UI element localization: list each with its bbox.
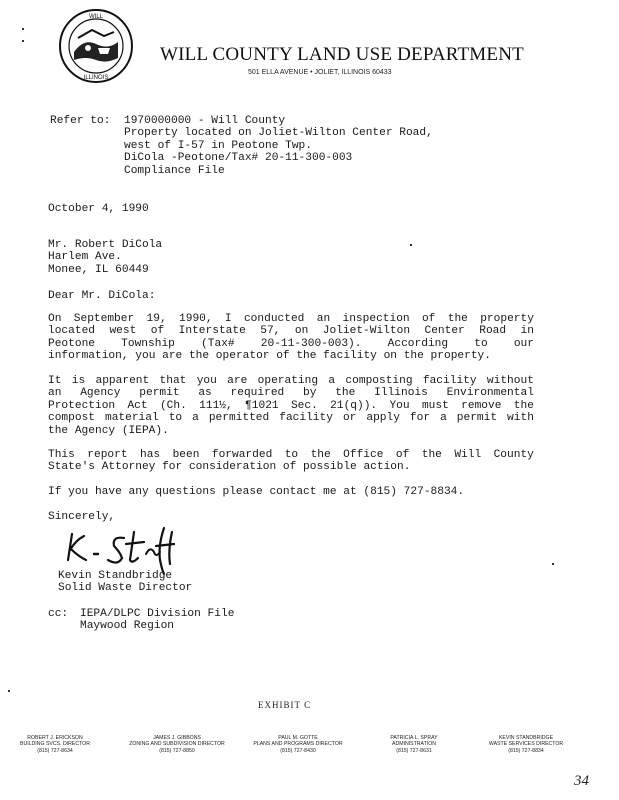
word: remove (461, 399, 502, 412)
scan-speck (8, 690, 10, 692)
signer-name: Kevin Standbridge (58, 570, 173, 582)
staff-name: PATRICIA L. SPRAY (390, 735, 438, 741)
word: Road (479, 325, 507, 338)
paragraph-line (48, 338, 534, 350)
word: consideration (188, 461, 277, 474)
paragraph-line (48, 425, 534, 437)
addressee-line: Monee, IL 60449 (48, 263, 149, 276)
word: Interstate (178, 325, 246, 338)
word: you (196, 375, 217, 387)
department-title: WILL COUNTY LAND USE DEPARTMENT (160, 44, 524, 65)
word: Sec. (290, 399, 318, 412)
word: On (48, 313, 62, 325)
word: permit (456, 412, 498, 425)
word: (Tax# (201, 337, 235, 350)
staff-footer-entry (243, 735, 353, 754)
staff-footer-entry (359, 735, 469, 754)
staff-phone: (815) 727-8850 (159, 747, 195, 754)
word: 57, (260, 325, 281, 338)
staff-title: ADMINISTRATION (392, 741, 436, 748)
county-seal-logo (58, 8, 134, 84)
word: for (162, 461, 183, 474)
scan-speck (552, 563, 554, 565)
word: an (48, 387, 62, 400)
word: are (227, 375, 248, 387)
word: me (323, 486, 337, 498)
word: has (140, 449, 161, 461)
word: Center (424, 325, 465, 338)
word: material (104, 412, 159, 425)
staff-phone: (815) 727-8834 (508, 747, 544, 754)
word: September (73, 313, 135, 325)
word: of (276, 350, 290, 363)
word: our (513, 337, 534, 350)
word: an (316, 313, 331, 325)
department-address: 501 ELLA AVENUE • JOLIET, ILLINOIS 60433 (248, 69, 392, 76)
word: It (48, 375, 62, 387)
word: information, (48, 350, 129, 363)
staff-name: ROBERT J. ERICKSON (27, 735, 83, 741)
letter-date: October 4, 1990 (48, 203, 149, 215)
word: of (150, 325, 165, 338)
word: Agency (74, 424, 116, 437)
word: 19, (146, 313, 167, 325)
word: or (342, 412, 357, 425)
seal-text-bottom: ILLINOIS (83, 75, 109, 81)
staff-title: ZONING AND SUBDIVISION DIRECTOR (129, 741, 225, 748)
reference-block (124, 115, 433, 177)
staff-title: BUILDING SVCS. DIRECTOR (20, 741, 90, 748)
word: 1990, (179, 313, 213, 325)
paragraph-line (48, 313, 534, 325)
closing: Sincerely, (48, 511, 116, 523)
word: required (230, 387, 285, 400)
word: located (48, 325, 95, 338)
body-paragraph-2 (48, 375, 534, 437)
word: the (447, 313, 468, 325)
word: compost (48, 412, 95, 425)
seal-text-top: WILL (88, 14, 104, 20)
word: Agency (80, 387, 121, 400)
cc-recipient: IEPA/DLPC Division File (80, 608, 235, 620)
word: This (48, 449, 75, 461)
word: the (421, 449, 442, 461)
word: any (128, 486, 149, 498)
word: apply (366, 412, 400, 425)
word: the (403, 350, 424, 363)
word: questions (155, 486, 216, 498)
word: property (480, 313, 534, 325)
word: you (68, 486, 89, 498)
addressee-line: Harlem Ave. (48, 251, 122, 264)
reference-line: Compliance File (124, 164, 225, 177)
word: permitted (208, 412, 270, 425)
staff-name: KEVIN STANDBRIDGE (498, 735, 554, 741)
word: Township (121, 337, 175, 350)
word: a (328, 375, 336, 387)
word: Peotone (48, 337, 95, 350)
staff-name: JAMES J. GIBBONS (153, 735, 201, 741)
word: to (168, 412, 183, 425)
paragraph-line (48, 375, 534, 387)
word: I (224, 313, 232, 325)
paragraph-line (48, 325, 534, 337)
word: report (87, 449, 128, 461)
word: action. (363, 461, 411, 474)
word: Will (454, 449, 482, 461)
paragraph-line (48, 461, 534, 473)
word: If (48, 486, 62, 498)
word: You (389, 399, 410, 412)
scan-speck (410, 244, 412, 246)
salutation: Dear Mr. DiCola: (48, 290, 156, 302)
word: conducted (243, 313, 305, 325)
word: (IEPA). (121, 424, 169, 437)
word: (Ch. (159, 399, 187, 412)
paragraph-line (48, 486, 534, 498)
word: with (507, 412, 534, 425)
word: possible (303, 461, 357, 474)
word: facility (279, 412, 333, 425)
word: Illinois (374, 387, 428, 400)
paragraph-line (48, 412, 534, 424)
staff-name: PAUL M. GOTTE (278, 735, 318, 741)
word: are (162, 350, 183, 363)
body-paragraph-4 (48, 486, 534, 498)
reference-line: DiCola -Peotone/Tax# 20-11-300-003 (124, 152, 353, 165)
signer-block (58, 570, 192, 595)
reference-line: west of I-57 in Peotone Twp. (124, 139, 312, 152)
staff-footer-entry (122, 735, 232, 754)
paragraph-line (48, 400, 534, 412)
word: forwarded (211, 449, 273, 461)
refer-to-label: Refer to: (50, 115, 111, 127)
staff-title: WASTE SERVICES DIRECTOR (488, 741, 564, 748)
word: facility (422, 375, 477, 387)
word: of (395, 449, 410, 461)
staff-phone: (815) 727-8634 (37, 747, 73, 754)
word: the (48, 424, 69, 437)
staff-footer-entry (0, 735, 110, 754)
word: inspection (342, 313, 410, 325)
word: 21(q)). (330, 399, 378, 412)
addressee-block (48, 239, 162, 276)
word: Attorney (101, 461, 156, 474)
staff-footer-entry (471, 735, 581, 754)
paragraph-line (48, 350, 534, 362)
word: the (335, 387, 356, 400)
word: composting (345, 375, 413, 387)
word: Environmental (446, 387, 534, 400)
word: ¶1021 (245, 399, 279, 412)
word: is (71, 375, 86, 387)
word: According (387, 337, 449, 350)
word: in (520, 325, 534, 338)
word: Joliet-Wilton (322, 325, 411, 338)
word: 111½, (199, 399, 233, 412)
word: that (159, 375, 187, 387)
word: contact (269, 486, 317, 498)
staff-title: PLANS AND PROGRAMS DIRECTOR (253, 741, 343, 748)
word: must (421, 399, 449, 412)
word: operator (215, 350, 270, 363)
word: Protection (48, 399, 116, 412)
body-paragraph-1 (48, 313, 534, 363)
word: the (310, 449, 331, 461)
word: property. (430, 350, 491, 363)
word: the (188, 350, 210, 363)
word: State's (48, 461, 95, 474)
word: Act (127, 399, 148, 412)
cc-label: cc: (48, 608, 69, 620)
word: on (294, 325, 309, 338)
word: 727-8834. (403, 486, 465, 498)
word: a (440, 412, 447, 425)
word: the (296, 350, 317, 363)
word: been (172, 449, 200, 461)
cc-list (80, 608, 234, 633)
word: permit (139, 387, 180, 400)
signer-title: Solid Waste Director (58, 582, 193, 595)
word: for (409, 412, 431, 425)
word: you (135, 350, 156, 363)
staff-phone: (815) 727-8631 (396, 747, 432, 754)
paragraph-line (48, 387, 534, 399)
word: on (383, 350, 398, 363)
staff-phone: (815) 727-8430 (280, 747, 316, 754)
reference-line: Property located on Joliet-Wilton Center Road, (124, 127, 433, 140)
word: by (303, 387, 317, 400)
word: Office (343, 449, 384, 461)
word: at (343, 486, 357, 498)
word: to (474, 337, 488, 350)
cc-recipient: Maywood Region (80, 620, 174, 633)
word: to (284, 449, 299, 461)
scan-speck (22, 40, 24, 42)
word: a (192, 412, 199, 425)
page-number: 34 (574, 773, 589, 789)
scan-speck (22, 28, 24, 30)
reference-line: 1970000000 - Will County (124, 115, 286, 127)
exhibit-label: EXHIBIT C (258, 700, 312, 710)
word: west (109, 325, 137, 338)
word: without (486, 375, 534, 387)
word: facility (323, 350, 377, 363)
word: County (493, 449, 534, 461)
word: the (513, 399, 534, 412)
word: (815) (363, 486, 397, 498)
word: apparent (95, 375, 150, 387)
addressee-line: Mr. Robert DiCola (48, 239, 163, 251)
body-paragraph-3 (48, 449, 534, 474)
word: of (421, 313, 436, 325)
word: of (282, 461, 297, 474)
paragraph-line (48, 449, 534, 461)
word: as (198, 387, 212, 400)
handwritten-signature (60, 520, 190, 576)
word: operating (257, 375, 319, 387)
word: 20-11-300-003). (260, 337, 362, 350)
word: have (94, 486, 122, 498)
word: please (222, 486, 263, 498)
